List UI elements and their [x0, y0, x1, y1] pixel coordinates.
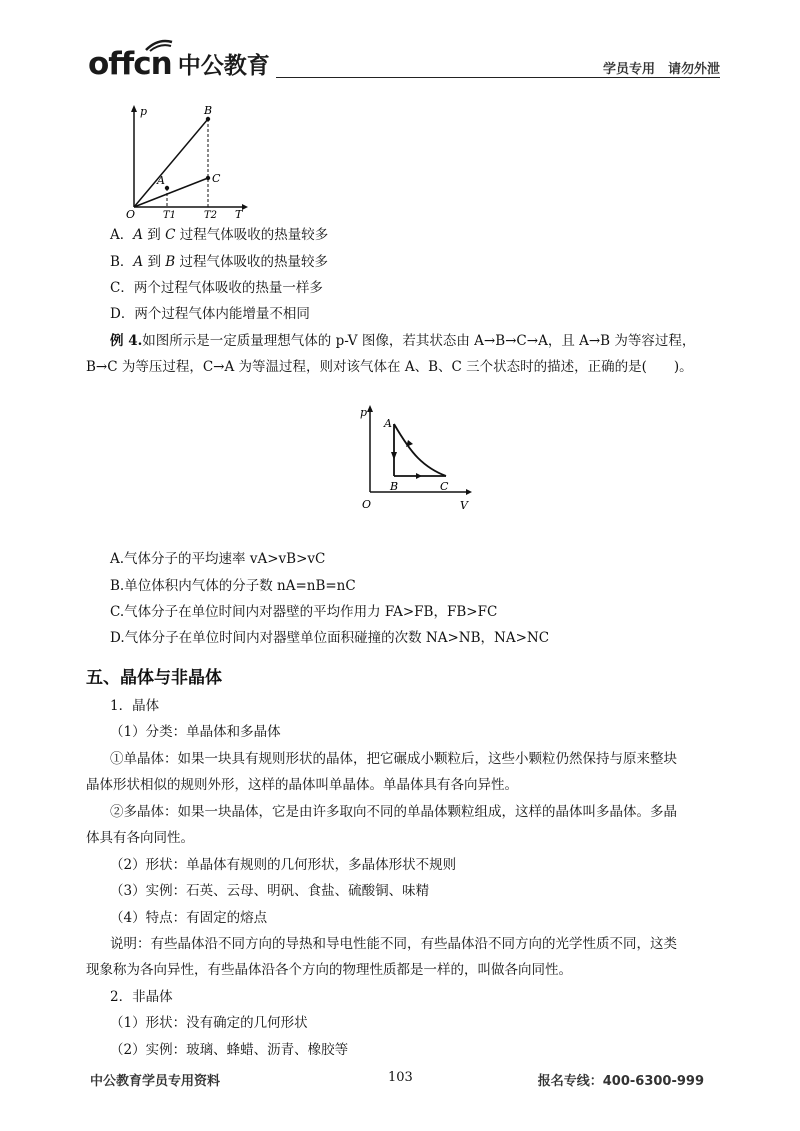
header-divider — [276, 77, 720, 78]
feature-line: （4）特点：有固定的熔点 — [110, 910, 268, 926]
tick-label-T1: T1 — [163, 210, 177, 221]
point-label-A: A — [384, 417, 392, 430]
poly-crystal-line2: 体具有各向同性。 — [86, 830, 194, 846]
amorphous-examples-line: （2）实例：玻璃、蜂蜡、沥青、橡胶等 — [110, 1042, 349, 1058]
axis-label-p: p — [360, 406, 368, 419]
q3-option-b: B．A 到 B 过程气体吸收的热量较多 — [110, 254, 328, 270]
tick-label-T2: T2 — [204, 210, 218, 221]
note-line1: 说明：有些晶体沿不同方向的导热和导电性能不同，有些晶体沿不同方向的光学性质不同，这类 — [110, 936, 677, 952]
offcn-logo — [88, 40, 270, 80]
examples-line: （3）实例：石英、云母、明矾、食盐、硫酸铜、味精 — [110, 883, 430, 899]
shape-line: （2）形状：单晶体有规则的几何形状，多晶体形状不规则 — [110, 857, 457, 873]
point-label-C: C — [212, 172, 221, 185]
point-label-B: B — [204, 104, 213, 117]
note-line2: 现象称为各向异性，有些晶体沿各个方向的物理性质都是一样的，叫做各向同性。 — [86, 962, 572, 978]
figure-p-v-graph — [356, 400, 476, 516]
single-crystal-line2: 晶体形状相似的规则外形，这样的晶体叫单晶体。单晶体具有各向异性。 — [86, 777, 518, 793]
q4-option-c: C.气体分子在单位时间内对器壁的平均作用力 FA>FB，FB>FC — [110, 604, 498, 620]
q4-option-a: A.气体分子的平均速率 vA>vB>vC — [110, 551, 326, 567]
section-title: 五、晶体与非晶体 — [86, 668, 222, 688]
page-header — [88, 40, 720, 82]
header-tag: 学员专用 请勿外泄 — [602, 62, 720, 77]
example4-line2: B→C 为等压过程，C→A 为等温过程，则对该气体在 A、B、C 三个状态时的描述，正确的是( )。 — [86, 359, 693, 375]
axis-label-T: T — [235, 208, 243, 221]
poly-crystal-line1: ②多晶体：如果一块晶体，它是由许多取向不同的单晶体颗粒组成，这样的晶体叫多晶体。多晶 — [110, 804, 677, 820]
amorphous-shape-line: （1）形状：没有确定的几何形状 — [110, 1015, 308, 1031]
point-label-A: A — [157, 174, 165, 187]
origin-label: O — [362, 498, 372, 511]
footer-hotline: 报名专线：400-6300-999 — [537, 1074, 704, 1089]
figure-p-t-graph — [124, 102, 254, 222]
q3-option-c: C．两个过程气体吸收的热量一样多 — [110, 280, 323, 296]
axis-label-p: p — [140, 105, 148, 118]
subsection-1-title: 1．晶体 — [110, 698, 160, 714]
origin-label: O — [126, 208, 136, 221]
logo-arcs-icon — [136, 36, 176, 52]
example4-line1: 例 4.如图所示是一定质量理想气体的 p-V 图像，若其状态由 A→B→C→A，且 A→B 为等容过程， — [110, 333, 696, 349]
q4-option-d: D.气体分子在单位时间内对器壁单位面积碰撞的次数 NA>NB，NA>NC — [110, 630, 550, 646]
point-label-C: C — [440, 480, 449, 493]
footer-left-text: 中公教育学员专用资料 — [90, 1074, 221, 1089]
axis-label-V: V — [460, 499, 468, 512]
q4-option-b: B.单位体积内气体的分子数 nA=nB=nC — [110, 578, 356, 594]
q3-option-a: A．A 到 C 过程气体吸收的热量较多 — [110, 227, 329, 243]
single-crystal-line1: ①单晶体：如果一块具有规则形状的晶体，把它碾成小颗粒后，这些小颗粒仍然保持与原来整块 — [110, 751, 677, 767]
q3-option-d: D．两个过程气体内能增量不相同 — [110, 306, 310, 322]
logo-text: offcn — [88, 46, 172, 82]
logo-cn-text: 中公教育 — [177, 53, 270, 79]
page-number: 103 — [388, 1070, 413, 1085]
classification-line: （1）分类：单晶体和多晶体 — [110, 724, 281, 740]
point-label-B: B — [390, 480, 399, 493]
subsection-2-title: 2．非晶体 — [110, 989, 173, 1005]
